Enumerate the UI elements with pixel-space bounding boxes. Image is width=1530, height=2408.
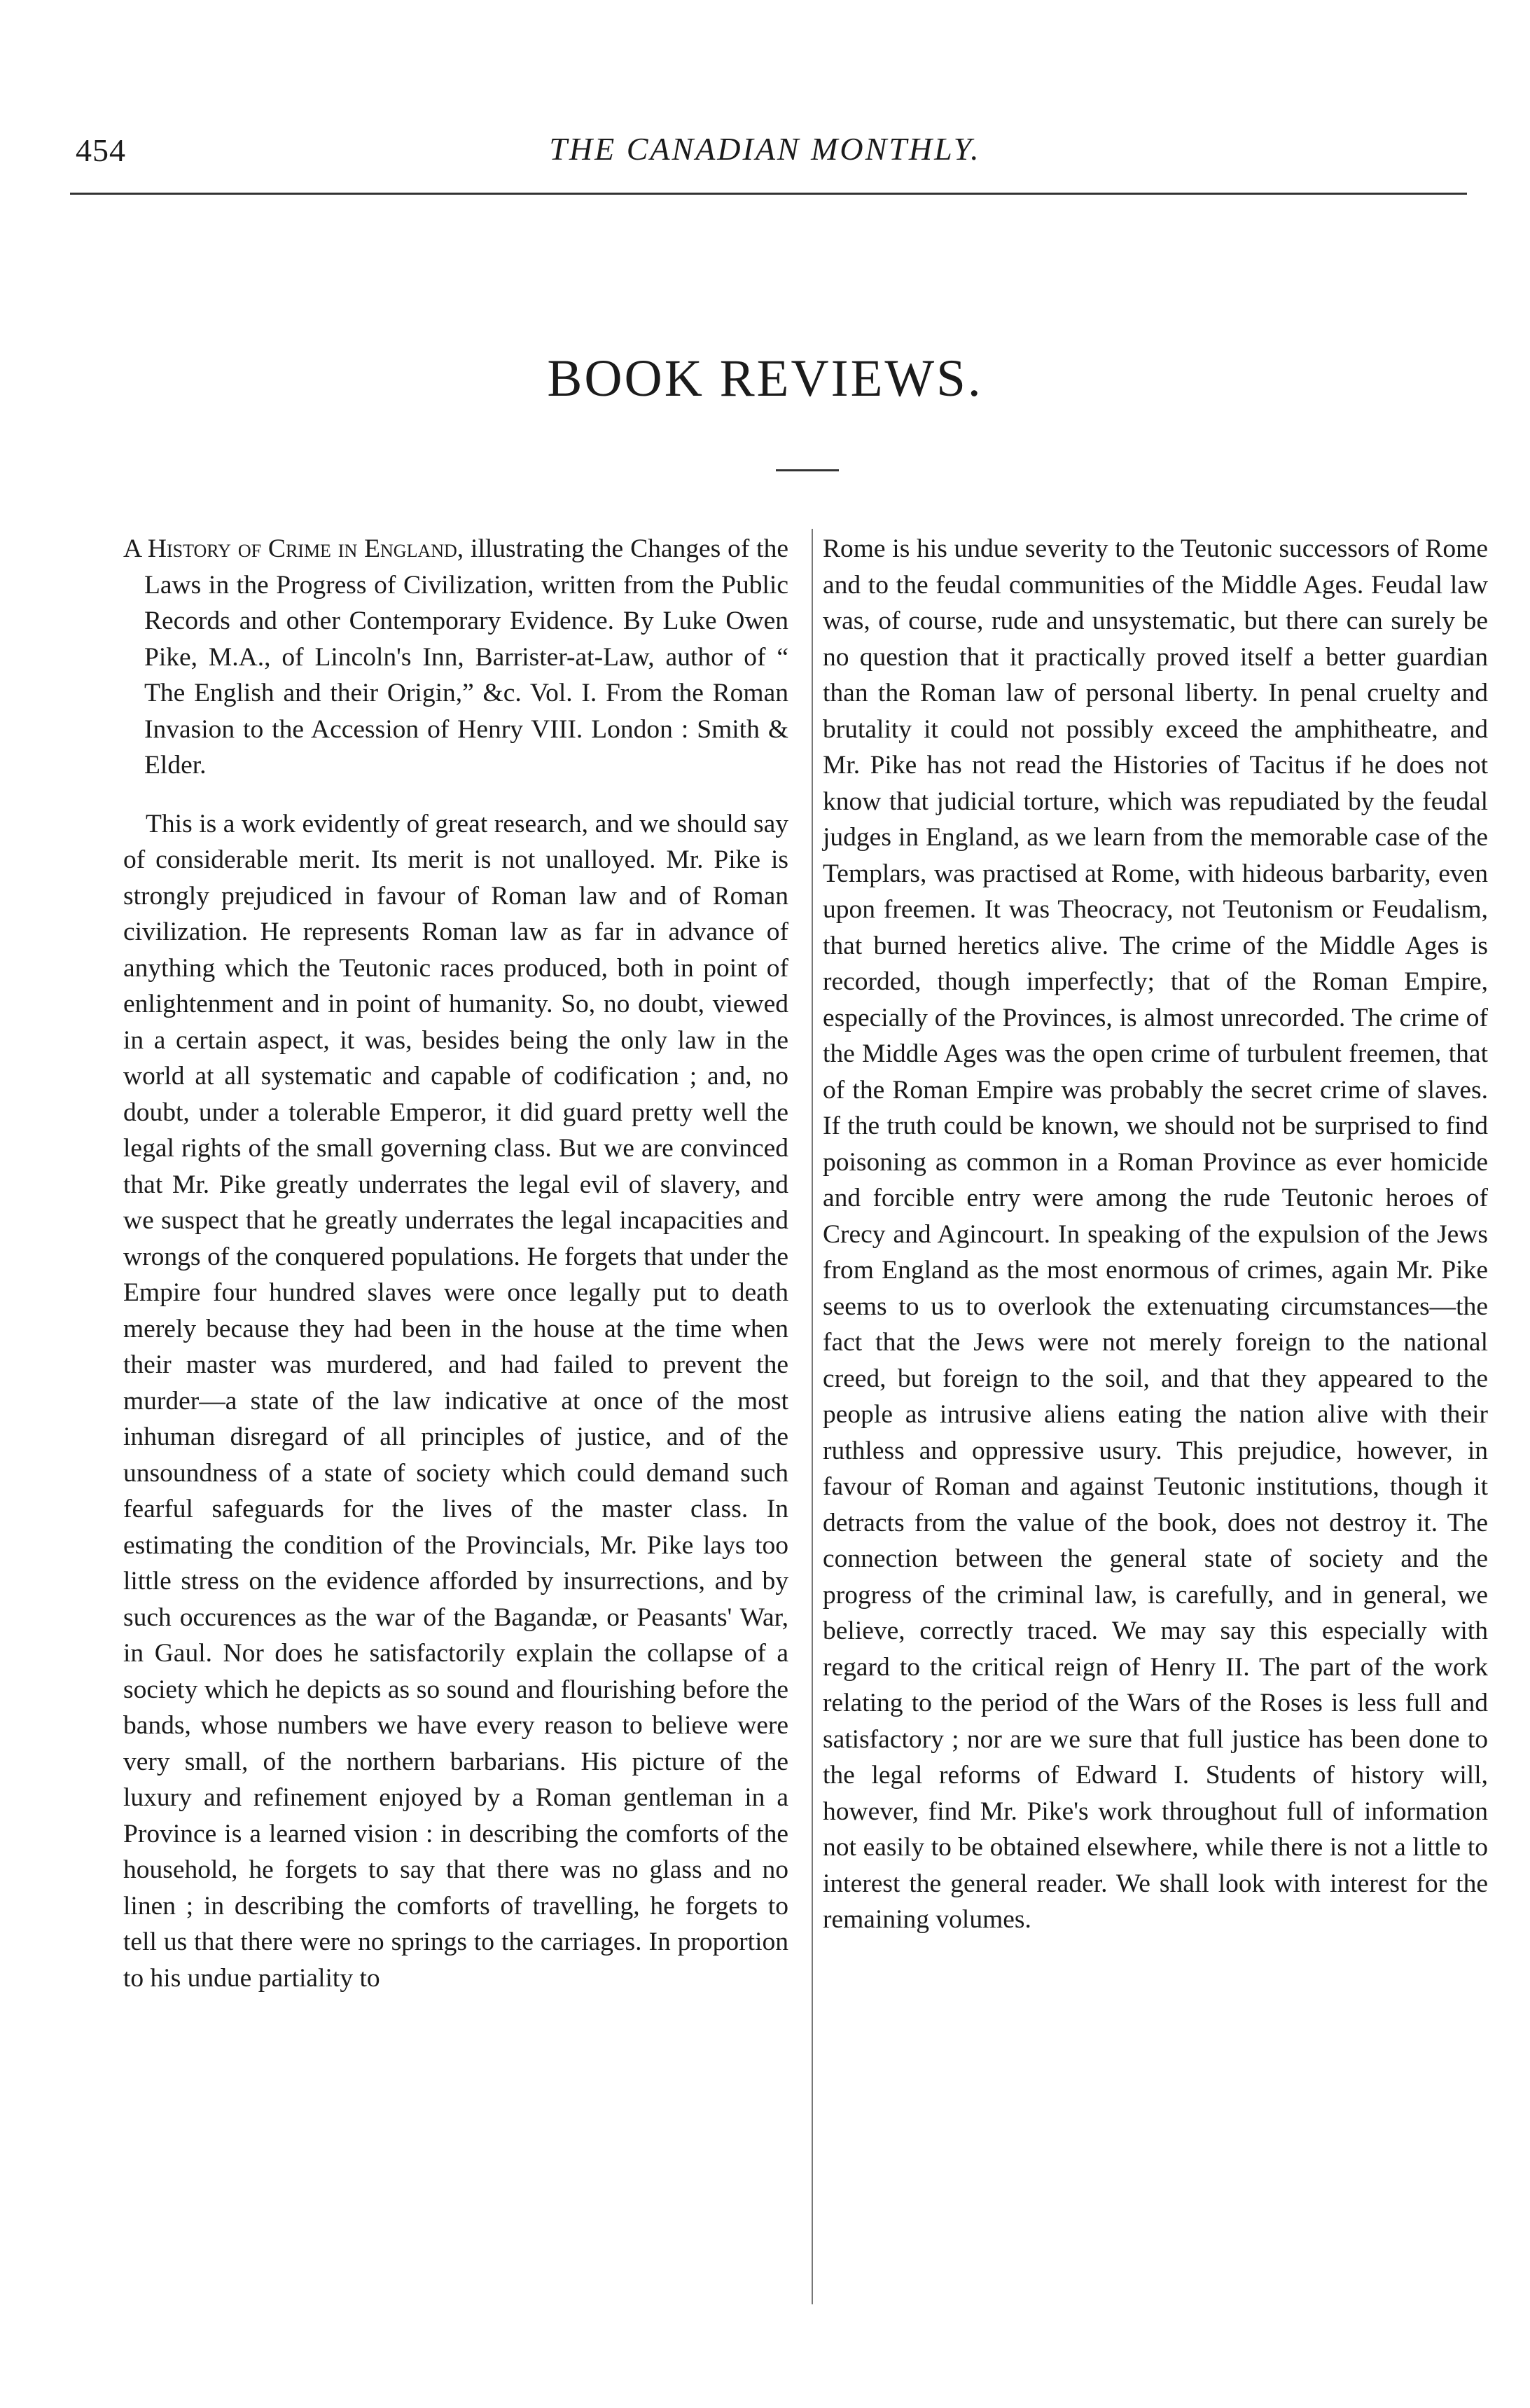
column-divider bbox=[812, 529, 813, 2304]
citation-details: illustrating the Changes of the Laws in the Progress of Civilization, written from the Public Records and other Contemporary Evidence. By Luke Owen Pike, M.A., of Lincoln's Inn, Barrister-at-Law, author of “ The English and their Origin,” &c. Vol. I. From the Roman Invasion to the Accession of Henry VIII. London : Smith & Elder. bbox=[144, 534, 788, 780]
left-column bbox=[123, 531, 788, 1996]
section-title: BOOK REVIEWS. bbox=[547, 350, 983, 408]
running-title: THE CANADIAN MONTHLY. bbox=[549, 131, 981, 167]
right-column bbox=[823, 531, 1488, 1938]
page-number: 454 bbox=[76, 132, 126, 168]
title-rule bbox=[776, 469, 839, 471]
citation-book-title: A History of Crime in England, bbox=[123, 534, 464, 563]
header-rule bbox=[70, 193, 1467, 195]
review-citation bbox=[123, 531, 788, 784]
review-body-left: This is a work evidently of great research, and we should say of considerable merit. Its merit is not unalloyed. Mr. Pike is strongly prejudiced in favour of Roman law and of Roman civilization. He represents Roman law as far in advance of anything which the Teutonic races produced, both in point of enlightenment and in point of humanity. So, no doubt, viewed in a certain aspect, it was, besides being the only law in the world at all systematic and capable of codification ; and, no doubt, under a tolerable Emperor, it did guard pretty well the legal rights of the small governing class. But we are convinced that Mr. Pike greatly underrates the legal evil of slavery, and we suspect that he greatly underrates the legal incapacities and wrongs of the conquered populations. He forgets that under the Empire four hundred slaves were once legally put to death merely because they had been in the house at the time when their master was murdered, and had failed to prevent the murder—a state of the law indicative at once of the most inhuman disregard of all principles of justice, and of the unsoundness of a state of society which could demand such fearful safeguards for the lives of the master class. In estimating the condition of the Provincials, Mr. Pike lays too little stress on the evidence afforded by insurrections, and by such occurences as the war of the Bagandæ, or Peasants' War, in Gaul. Nor does he satisfactorily explain the collapse of a society which he depicts as so sound and flourishing before the bands, whose numbers we have every reason to believe were very small, of the northern barbarians. His picture of the luxury and refinement enjoyed by a Roman gentleman in a Province is a learned vision : in describing the comforts of the household, he forgets to say that there was no glass and no linen ; in describing the comforts of travelling, he forgets to tell us that there were no springs to the carriages. In proportion to his undue partiality to bbox=[123, 809, 788, 1993]
review-body-right: Rome is his undue severity to the Teutonic successors of Rome and to the feudal communities of the Middle Ages. Feudal law was, of course, rude and unsystematic, but there can surely be no question that it practically proved itself a better guardian than the Roman law of personal liberty. In penal cruelty and brutality it could not possibly exceed the amphitheatre, and Mr. Pike has not read the Histories of Tacitus if he does not know that judicial torture, which was repudiated by the feudal judges in England, as we learn from the memorable case of the Templars, was practised at Rome, with hideous barbarity, even upon freemen. It was Theocracy, not Teutonism or Feudalism, that burned heretics alive. The crime of the Middle Ages is recorded, though imperfectly; that of the Roman Empire, especially of the Provinces, is almost unrecorded. The crime of the Middle Ages was the open crime of turbulent freemen, that of the Roman Empire was probably the secret crime of slaves. If the truth could be known, we should not be surprised to find poisoning as common in a Roman Province as ever homicide and forcible entry were among the rude Teutonic heroes of Crecy and Agincourt. In speaking of the expulsion of the Jews from England as the most enormous of crimes, again Mr. Pike seems to us to overlook the extenuating circumstances—the fact that the Jews were not merely foreign to the national creed, but foreign to the soil, and that they appeared to the people as intrusive aliens eating the nation alive with their ruthless and oppressive usury. This prejudice, however, in favour of Roman and against Teutonic institutions, though it detracts from the value of the book, does not destroy it. The connection between the general state of society and the progress of the criminal law, is carefully, and in general, we believe, correctly traced. We may say this especially with regard to the critical reign of Henry II. The part of the work relating to the period of the Wars of the Roses is less full and satisfactory ; nor are we sure that full justice has been done to the legal reforms of Edward I. Students of history will, however, find Mr. Pike's work throughout full of information not easily to be obtained elsewhere, while there is not a little to interest the general reader. We shall look with interest for the remaining volumes. bbox=[823, 534, 1488, 1934]
